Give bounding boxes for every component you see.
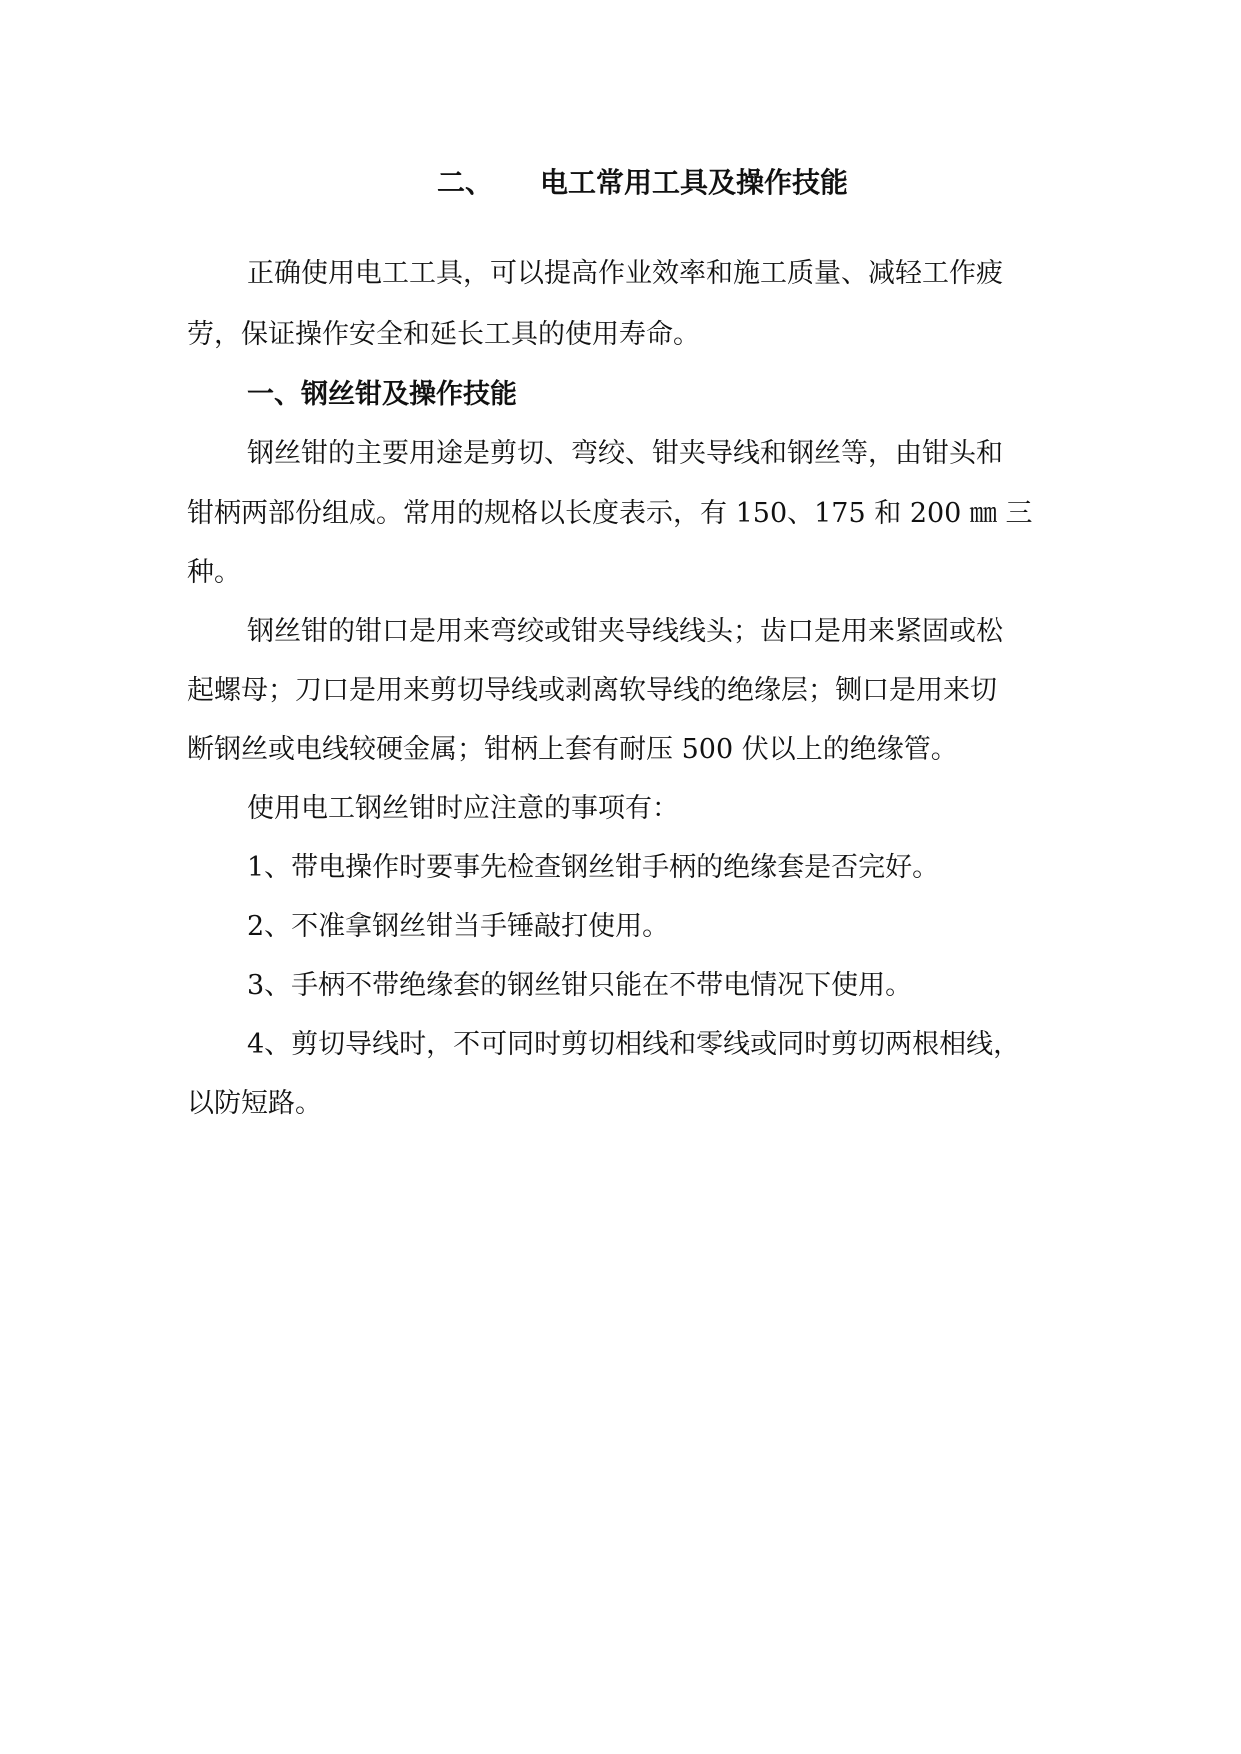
usage-line-1: 钢丝钳的主要用途是剪切、弯绞、钳夹导线和钢丝等，由钳头和 (247, 438, 1003, 469)
note-item-4: 4、剪切导线时，不可同时剪切相线和零线或同时剪切两根相线， (247, 1029, 1021, 1060)
intro-line-1: 正确使用电工工具，可以提高作业效率和施工质量、减轻工作疲 (247, 258, 1003, 289)
parts-line-1: 钢丝钳的钳口是用来弯绞或钳夹导线线头；齿口是用来紧固或松 (247, 616, 1003, 647)
note-item-3: 3、手柄不带绝缘套的钢丝钳只能在不带电情况下使用。 (247, 970, 913, 1001)
note-item-4-cont: 以防短路。 (187, 1088, 322, 1119)
section-heading-pliers: 一、钢丝钳及操作技能 (247, 379, 517, 410)
note-item-1: 1、带电操作时要事先检查钢丝钳手柄的绝缘套是否完好。 (247, 852, 940, 883)
usage-line-3: 种。 (187, 557, 241, 588)
page-title: 电工常用工具及操作技能 (540, 166, 849, 199)
notes-intro: 使用电工钢丝钳时应注意的事项有： (247, 793, 679, 824)
usage-line-2: 钳柄两部份组成。常用的规格以长度表示，有 150、175 和 200 ㎜ 三 (187, 498, 1033, 529)
section-number: 二、 (437, 166, 494, 199)
note-item-2: 2、不准拿钢丝钳当手锤敲打使用。 (247, 911, 670, 942)
intro-line-2: 劳，保证操作安全和延长工具的使用寿命。 (187, 319, 700, 350)
parts-line-2: 起螺母；刀口是用来剪切导线或剥离软导线的绝缘层；铡口是用来切 (187, 675, 997, 706)
parts-line-3: 断钢丝或电线较硬金属；钳柄上套有耐压 500 伏以上的绝缘管。 (187, 734, 958, 765)
